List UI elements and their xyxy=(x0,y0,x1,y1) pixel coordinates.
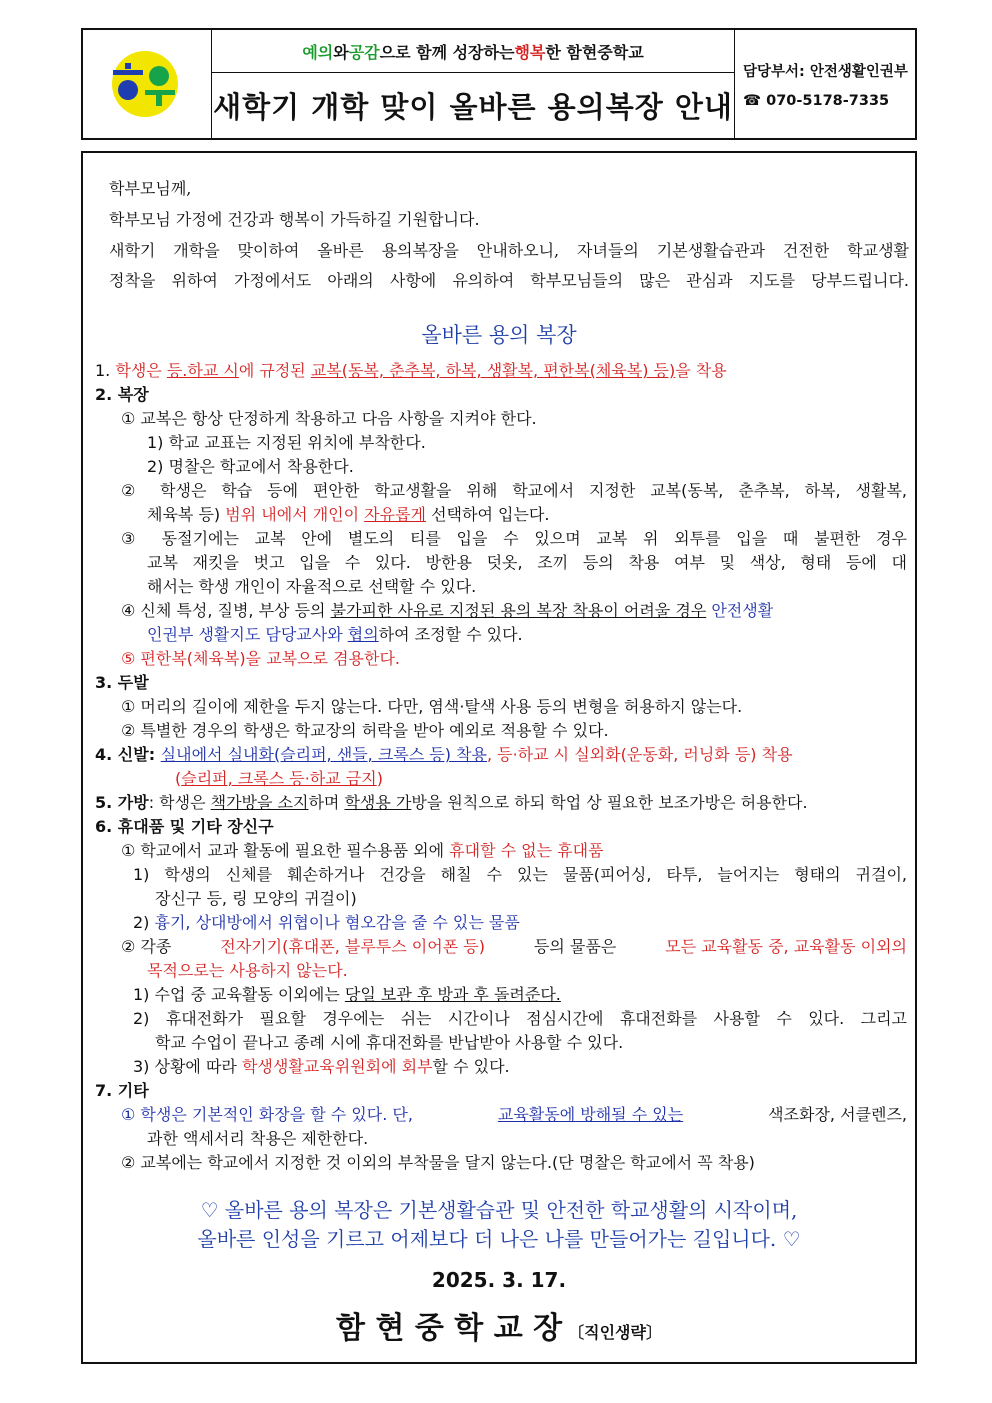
rule-line: ③ 동절기에는 교복 안에 별도의 티를 입을 수 있으며 교복 위 외투를 입을 때 불편한 경우 xyxy=(121,529,907,548)
rule-line xyxy=(147,625,523,645)
department-label: 담당부서: 안전생활인권부 xyxy=(743,63,908,80)
seal-omitted-note: 〔직인생략〕 xyxy=(568,1323,662,1342)
text-part: 에 규정된 xyxy=(238,361,311,380)
text-part: 2) xyxy=(133,913,155,932)
intro-line: 새학기 개학을 맞이하여 올바른 용의복장을 안내하오니, 자녀들의 기본생활습관과 건전한 학교생활 xyxy=(109,241,909,260)
heading-clothing: 2. 복장 xyxy=(95,385,149,404)
text-part: 4. 신발: xyxy=(95,745,161,764)
text-part: 1. xyxy=(95,361,116,380)
slogan-part: 예의 xyxy=(302,42,334,62)
closing-message: 올바른 인성을 기르고 어제보다 더 나은 나를 만들어가는 길입니다. ♡ xyxy=(197,1227,801,1251)
rule-line: 1) 학생의 신체를 훼손하거나 건강을 해칠 수 있는 물품(피어싱, 타투, 늘어지는 형태의 귀걸이, xyxy=(133,865,907,884)
rule-line xyxy=(133,1057,510,1077)
text-part: 선택하여 입는다. xyxy=(425,505,550,524)
text-part: 5. 가방 xyxy=(95,793,149,812)
school-slogan xyxy=(212,30,734,73)
rule-line: 학교 수업이 끝나고 종례 시에 휴대전화를 반납받아 사용할 수 있다. xyxy=(155,1033,624,1052)
heading-accessories: 6. 휴대품 및 기타 장신구 xyxy=(95,817,274,836)
rule-line-shoes xyxy=(95,745,793,765)
text-part: 교육활동에 방해될 수 있는 xyxy=(497,1105,684,1124)
text-part: 범위 내에서 개인이 xyxy=(225,505,365,524)
slogan-part: 한 함현중학교 xyxy=(545,42,644,62)
text-part: ( xyxy=(175,769,182,788)
rule-line: 과한 액세서리 착용은 제한한다. xyxy=(147,1129,369,1148)
header-box xyxy=(81,28,917,140)
text-part: 당일 보관 후 방과 후 돌려준다. xyxy=(344,985,561,1004)
rule-line: ② 특별한 경우의 학생은 학교장의 허락을 받아 예외로 적용할 수 있다. xyxy=(121,721,609,740)
school-logo-icon xyxy=(83,30,209,138)
text-part: 등의 물품은 xyxy=(533,937,617,956)
heading-other: 7. 기타 xyxy=(95,1081,149,1100)
text-part: 하며 xyxy=(308,793,345,812)
text-part: 실내에서 실내화(슬리퍼, 샌들, 크록스 등) 착용 xyxy=(160,745,487,764)
text-part: 학생생활교육위원회에 회부 xyxy=(241,1057,433,1076)
rule-line: 1) 학교 교표는 지정된 위치에 부착한다. xyxy=(147,433,426,452)
text-part: ① 학생은 기본적인 화장을 할 수 있다. 단, xyxy=(121,1105,413,1124)
text-part: 불가피한 사유로 지정된 용의 복장 착용이 어려울 경우 xyxy=(330,601,707,620)
rule-line-1 xyxy=(95,361,727,381)
intro-line: 정착을 위하여 가정에서도 아래의 사항에 유의하여 학부모님들의 많은 관심과 지도를 당부드립니다. xyxy=(109,271,909,290)
text-part: 전자기기(휴대폰, 블루투스 이어폰 등) xyxy=(220,937,485,956)
slogan-part: 으로 함께 성장하는 xyxy=(379,42,515,62)
text-part: 학생용 가 xyxy=(344,793,412,812)
school-logo xyxy=(83,30,212,138)
text-part: 자유롭게 xyxy=(364,505,426,524)
text-part: 색조화장, 서클렌즈, xyxy=(768,1105,907,1124)
signature-text: 함 현 중 학 교 장 xyxy=(336,1311,563,1346)
rule-line xyxy=(133,985,561,1005)
text-part: 체육복 등) xyxy=(147,505,226,524)
intro-line: 학부모님 가정에 건강과 행복이 가득하길 기원합니다. xyxy=(109,210,480,229)
rule-line xyxy=(121,1105,907,1125)
text-part: 할 수 있다. xyxy=(432,1057,510,1076)
header-center xyxy=(212,30,735,138)
text-part: 을 착용 xyxy=(675,361,727,380)
document-title: 새학기 개학 맞이 올바른 용의복장 안내 xyxy=(213,90,733,124)
document-date: 2025. 3. 17. xyxy=(431,1268,567,1292)
rule-line xyxy=(121,601,773,621)
text-part: 3) 상황에 따라 xyxy=(133,1057,242,1076)
rule-line: 2) 휴대전화가 필요할 경우에는 쉬는 시간이나 점심시간에 휴대전화를 사용할 수 있다. 그리고 xyxy=(133,1009,907,1028)
contact-info xyxy=(735,30,915,138)
text-part: 등.하교 시 xyxy=(166,361,239,380)
text-part: 모든 교육활동 중, 교육활동 이외의 xyxy=(665,937,907,956)
text-part: ④ 신체 특성, 질병, 부상 등의 xyxy=(121,601,331,620)
slogan-part: 공감 xyxy=(348,42,380,62)
text-part: 휴대할 수 없는 휴대품 xyxy=(449,841,604,860)
phone-number: ☎ 070-5178-7335 xyxy=(743,92,890,109)
principal-signature xyxy=(83,1311,915,1351)
text-part: 방을 원칙으로 하되 학업 상 필요한 보조가방은 허용한다. xyxy=(411,793,808,812)
rule-line: ② 학생은 학습 등에 편안한 학교생활을 위해 학교에서 지정한 교복(동복, 춘추복, 하복, 생활복, xyxy=(121,481,907,500)
text-part: 교복(동복, 춘추복, 하복, 생활복, 편한복(체육복) 등) xyxy=(310,361,676,380)
rule-line: 목적으로는 사용하지 않는다. xyxy=(147,961,348,980)
text-part: : 학생은 xyxy=(148,793,211,812)
text-part: , 등·하교 시 실외화(운동화, 러닝화 등) 착용 xyxy=(486,745,793,764)
text-part: 하여 조정할 수 있다. xyxy=(378,625,523,644)
text-part: 1) 수업 중 교육활동 이외에는 xyxy=(133,985,345,1004)
text-part: ) xyxy=(376,769,383,788)
text-part: 인권부 생활지도 담당교사와 xyxy=(147,625,348,644)
text-part: 안전생활 xyxy=(706,601,774,620)
rule-line xyxy=(147,505,549,525)
rule-line xyxy=(133,913,520,933)
rule-line: ① 머리의 길이에 제한을 두지 않는다. 다만, 염색·탈색 사용 등의 변형을 허용하지 않는다. xyxy=(121,697,743,716)
rule-line: 2) 명찰은 학교에서 착용한다. xyxy=(147,457,354,476)
rule-line xyxy=(175,769,383,789)
text-part: ① 학교에서 교과 활동에 필요한 필수용품 외에 xyxy=(121,841,450,860)
slogan-part: 와 xyxy=(333,42,349,62)
text-part: 슬리퍼, 크록스 등·하교 금지 xyxy=(181,769,377,788)
text-part: ② 각종 xyxy=(121,937,172,956)
text-part: 협의 xyxy=(347,625,379,644)
rule-line xyxy=(121,841,604,861)
rule-line: 장신구 등, 링 모양의 귀걸이) xyxy=(155,889,357,908)
closing-message: ♡ 올바른 용의 복장은 기본생활습관 및 안전한 학교생활의 시작이며, xyxy=(200,1198,798,1222)
document-body xyxy=(81,151,917,1364)
text-part: 학생은 xyxy=(115,361,167,380)
rule-line xyxy=(121,937,907,957)
intro-line: 학부모님께, xyxy=(109,179,192,198)
slogan-part: 행복 xyxy=(514,42,546,62)
heading-hair: 3. 두발 xyxy=(95,673,149,692)
rule-line: ① 교복은 항상 단정하게 착용하고 다음 사항을 지켜야 한다. xyxy=(121,409,537,428)
rule-line: ② 교복에는 학교에서 지정한 것 이외의 부착물을 달지 않는다.(단 명찰은 학교에서 꼭 착용) xyxy=(121,1153,755,1172)
section-title: 올바른 용의 복장 xyxy=(421,323,577,347)
rule-line: 해서는 학생 개인이 자율적으로 선택할 수 있다. xyxy=(147,577,477,596)
rule-line-bag xyxy=(95,793,808,813)
rule-line: 교복 재킷을 벗고 입을 수 있다. 방한용 덧옷, 조끼 등의 착용 여부 및 색상, 형태 등에 대 xyxy=(147,553,907,572)
text-part: 책가방을 소지 xyxy=(210,793,309,812)
rule-line: ⑤ 편한복(체육복)을 교복으로 겸용한다. xyxy=(121,649,401,668)
text-part: 흉기, 상대방에서 위협이나 혐오감을 줄 수 있는 물품 xyxy=(154,913,520,932)
